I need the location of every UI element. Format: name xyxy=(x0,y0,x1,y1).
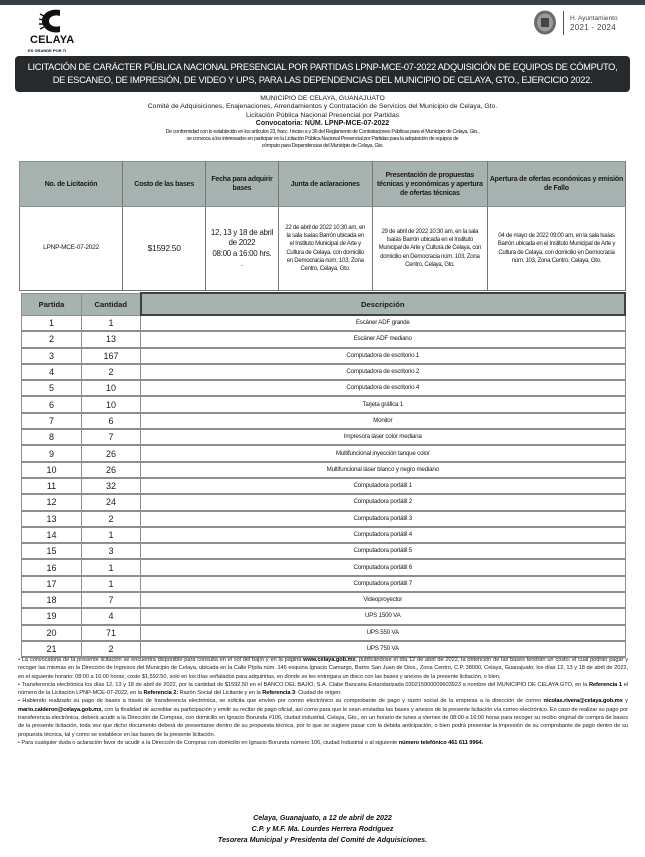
comite-heading: Comité de Adquisiciones, Enajenaciones, Arrendamientos y Contratación de Servicios del Municipio de Celaya, Gto. xyxy=(147,103,498,111)
cell-cantidad: 26 xyxy=(82,445,141,461)
cell-descripcion: Tarjeta gráfica 1 xyxy=(141,396,626,412)
items-body xyxy=(22,315,626,657)
cell-cantidad: 1 xyxy=(82,527,141,543)
note-2-text-d: : Ciudad de origen. xyxy=(295,690,342,697)
municipio-heading: MUNICIPIO DE CELAYA, GUANAJUATO xyxy=(260,95,385,102)
table-row xyxy=(22,527,626,543)
convocatoria-number: Convocatoria: NÚM. LPNP-MCE-07-2022 xyxy=(255,120,390,128)
cell-partida: 7 xyxy=(22,413,82,429)
table-row xyxy=(22,462,626,478)
cell-cantidad: 1 xyxy=(82,315,141,331)
cell-descripcion: Computadora portátil 6 xyxy=(141,559,626,575)
cell-descripcion: Computadora portátil 7 xyxy=(141,576,626,592)
cell-descripcion: Computadora de escritorio 1 xyxy=(141,348,626,364)
cell-presentacion: 29 de abril de 2022 10:30 am, en la sala Isaías Barrón ubicada en el Instituto Municipal de Arte y Cultura de Celaya, con domicilio en Democracia núm. 103, Zona Centro, Celaya, Gto. xyxy=(372,207,487,291)
table-row xyxy=(22,641,626,657)
items-table xyxy=(21,292,626,658)
cell-cantidad: 1 xyxy=(82,559,141,575)
note-2 xyxy=(18,681,628,698)
cell-descripcion: Videoproyector xyxy=(141,592,626,608)
cell-descripcion: Computadora portátil 3 xyxy=(141,511,626,527)
header-no-licitacion: No. de Licitación xyxy=(20,162,123,207)
note-2-text-c: Razón Social del Licitante y en la xyxy=(178,690,263,697)
celaya-c-icon xyxy=(38,8,68,34)
cell-cantidad: 7 xyxy=(82,429,141,445)
cell-fecha xyxy=(206,207,278,291)
cell-descripcion: Computadora portátil 1 xyxy=(141,478,626,494)
table-row xyxy=(22,543,626,559)
cell-descripcion: Escáner ADF grande xyxy=(141,315,626,331)
cell-cantidad: 3 xyxy=(82,543,141,559)
intro-block xyxy=(0,95,645,151)
cell-partida: 16 xyxy=(22,559,82,575)
cell-cantidad: 10 xyxy=(82,380,141,396)
cell-partida: 12 xyxy=(22,494,82,510)
cell-cantidad: 24 xyxy=(82,494,141,510)
fecha-line-3: 08:00 a 16:00 hrs. xyxy=(212,248,272,258)
cell-descripcion: Impresora láser color mediana xyxy=(141,429,626,445)
cell-junta: 22 de abril de 2022 10:30 am, en la sala Isaías Barrón ubicada en el Instituto Municipal de Arte y Cultura de Celaya, con domicilio en Democracia núm. 103, Zona Centro, Celaya, Gto. xyxy=(278,207,372,291)
intro-text-2: se convoca a los interesados en participar en la Licitación Pública Nacional Presencial por Partidas para la adquisición de equipos de xyxy=(186,136,459,143)
ayuntamiento-logo xyxy=(533,10,643,36)
phone-number: número telefónico 461 611 9964. xyxy=(398,739,484,746)
table-row xyxy=(22,380,626,396)
table-row xyxy=(22,511,626,527)
table-row xyxy=(22,413,626,429)
table-row xyxy=(22,478,626,494)
header-fecha: Fecha para adquirir bases xyxy=(206,162,278,207)
email-link-nicolas[interactable]: nicolas.rivera@celaya.gob.mx xyxy=(543,698,623,705)
table-row xyxy=(22,315,626,331)
cell-descripcion: UPS 750 VA xyxy=(141,641,626,657)
header-partida: Partida xyxy=(22,293,82,315)
cell-descripcion: UPS 1500 VA xyxy=(141,608,626,624)
table-row xyxy=(22,445,626,461)
referencia-1: Referencia 1 xyxy=(588,681,623,688)
header-costo: Costo de las bases xyxy=(123,162,206,207)
cell-descripcion: Computadora portátil 5 xyxy=(141,543,626,559)
note-1 xyxy=(18,656,628,681)
table-row xyxy=(22,396,626,412)
cell-apertura: 04 de mayo de 2022 09:00 am, en la sala Isaías Barrón ubicada en el Instituto Municipal de Arte y Cultura de Celaya, con domicilio en Democracia núm. 103, Zona Centro, Celaya, Gto. xyxy=(487,207,625,291)
cell-partida: 10 xyxy=(22,462,82,478)
cell-partida: 21 xyxy=(22,641,82,657)
cell-descripcion: Multifuncional láser blanco y negro mediano xyxy=(141,462,626,478)
cell-descripcion: Computadora de escritorio 4 xyxy=(141,380,626,396)
cell-partida: 15 xyxy=(22,543,82,559)
fecha-line-2: de 2022 xyxy=(228,238,256,247)
table-row xyxy=(22,592,626,608)
cell-descripcion: Multifuncional inyección tanque color xyxy=(141,445,626,461)
website-link[interactable]: www.celaya.gob.mx xyxy=(303,657,356,663)
cell-partida: 13 xyxy=(22,511,82,527)
note-2-text-b: el número de la Licitación LPNP-MCE-07-2022, en la xyxy=(18,681,628,697)
note-3-text-b: y xyxy=(622,698,628,705)
cell-partida: 18 xyxy=(22,592,82,608)
table-row xyxy=(22,559,626,575)
table-row xyxy=(22,331,626,347)
top-bar xyxy=(0,0,645,5)
cell-partida: 8 xyxy=(22,429,82,445)
note-1-text-b: , publicándose el día 12 de abril de 2022, la obtención de las bases tendrán un costo; el cual podrán pagar y recoger las mismas en la Dirección de Ingresos del Municipio de Celaya, ubicada en la Calle Pípila núm. 146 esquina Ignacio Camargo, Barrio San Juan de Dios,, Zona Centro, C.P. 38000, Celaya, Guanajuato; los días 12, 13 y 18 de abril de 2022, en el siguiente horario: 08:00 a 16:00 horas; costo $1,592.50, solo en los días señalados para adquirirlas, en donde se les entregara un disco con las bases y anexos de la presente licitación, o bien, xyxy=(18,657,628,680)
note-3-text-c: con la finalidad de acreditar su participación y emitir su recibo de pago oficial, así como para que le sean enviadas las bases y anexos de la presente licitación vía correo electrónico. En caso de realizar su pago por transferencia electrónica, deberá acudir a la Dirección de Compras, con domicilio en Ignacio Borunda #106, ciudad industrial, Celaya, Gto., en un horario de lunes a viernes de 08:00 a 16:00 horas para recoger su recibo original de compra de bases de la presente licitación, toda vez que dicho documento deberá de presentarse dentro de su propuesta técnica, por lo que se sugiere pasar con la debida anticipación, o bien podrá presentar la impresión de su comprobante de pago dentro de su propuesta técnica, tal y como se establece en las bases de la presente licitación. xyxy=(18,706,628,738)
cell-cantidad: 167 xyxy=(82,348,141,364)
signature-place-date: Celaya, Guanajuato, a 12 de abril de 2022 xyxy=(253,814,392,822)
table-row xyxy=(22,494,626,510)
header-descripcion: Descripción xyxy=(141,293,626,315)
cell-partida: 1 xyxy=(22,315,82,331)
signature-block xyxy=(0,813,645,846)
referencia-3: Referencia 3 xyxy=(262,690,296,697)
table-row xyxy=(22,576,626,592)
intro-text-3: cómputo para Dependencias del Municipio de Celaya, Gto. xyxy=(261,143,384,150)
cell-partida: 9 xyxy=(22,445,82,461)
fecha-line-4: . xyxy=(240,259,243,268)
logo-divider xyxy=(563,11,564,35)
header-presentacion: Presentación de propuestas técnicas y económicas y apertura de ofertas técnicas xyxy=(372,162,487,207)
note-2-text-a: • Transferencia electrónica los días 12, 13 y 18 de abril de 2022, por la cantidad de $1592.50 en el BANCO DEL BAJIO, S.A. Clabe Bancaria Estandarizada 030215900009603923 a nombre del MUNICIPIO DE CELAYA GTO, en la xyxy=(18,681,589,688)
schedule-table xyxy=(19,161,626,291)
cell-cantidad: 7 xyxy=(82,592,141,608)
ayuntamiento-years: 2021 - 2024 xyxy=(570,23,617,32)
items-header-row xyxy=(22,293,626,315)
cell-partida: 4 xyxy=(22,364,82,380)
note-1-text-a: • La convocatoria de la presente licitación se encuentra disponible para consulta en el sol del bajío y en la página xyxy=(18,657,304,663)
cell-partida: 17 xyxy=(22,576,82,592)
referencia-2: Referencia 2: xyxy=(143,690,179,697)
fecha-line-1: 12, 13 y 18 de abril xyxy=(210,227,273,237)
ayuntamiento-label: H. Ayuntamiento xyxy=(570,15,618,22)
cell-cantidad: 2 xyxy=(82,641,141,657)
email-link-mario[interactable]: mario.calderon@celaya.gob.mx, xyxy=(18,706,103,713)
celaya-logo xyxy=(28,8,84,52)
table-row xyxy=(22,625,626,641)
cell-cantidad: 4 xyxy=(82,608,141,624)
cell-cantidad: 6 xyxy=(82,413,141,429)
cell-descripcion: Monitor xyxy=(141,413,626,429)
cell-partida: 14 xyxy=(22,527,82,543)
cell-costo: $1592.50 xyxy=(123,207,206,291)
cell-cantidad: 2 xyxy=(82,364,141,380)
cell-partida: 19 xyxy=(22,608,82,624)
note-3 xyxy=(18,697,628,738)
cell-cantidad: 1 xyxy=(82,576,141,592)
cell-partida: 20 xyxy=(22,625,82,641)
licitacion-type: Licitación Pública Nacional Presencial por Partidas xyxy=(245,111,399,119)
cell-licitacion: LPNP-MCE-07-2022 xyxy=(20,207,123,291)
cell-partida: 3 xyxy=(22,348,82,364)
title-line-1: LICITACIÓN DE CARÁCTER PÚBLICA NACIONAL PRESENCIAL POR PARTIDAS LPNP-MCE-07-2022 ADQUISICIÓN DE EQUIPOS DE CÓMPUTO, xyxy=(27,62,618,72)
cell-partida: 2 xyxy=(22,331,82,347)
table-row xyxy=(22,348,626,364)
table-row xyxy=(22,429,626,445)
signature-name: C.P. y M.F. Ma. Lourdes Herrera Rodríguez xyxy=(251,825,394,833)
table-row xyxy=(22,364,626,380)
cell-partida: 5 xyxy=(22,380,82,396)
cell-cantidad: 71 xyxy=(82,625,141,641)
cell-descripcion: UPS 550 VA xyxy=(141,625,626,641)
cell-descripcion: Computadora de escritorio 2 xyxy=(141,364,626,380)
cell-descripcion: Computadora portátil 2 xyxy=(141,494,626,510)
intro-text-1: De conformidad con lo establecido en los artículos 23, fracc. I inciso a y 36 del Reglamento de Contrataciones Públicas para el Municipio de Celaya, Gto., xyxy=(165,128,480,135)
table-row xyxy=(22,608,626,624)
municipal-seal-icon xyxy=(533,10,557,35)
logo-tagline: ES GRANDE POR TI xyxy=(28,48,67,53)
cell-partida: 6 xyxy=(22,396,82,412)
logo-name: CELAYA xyxy=(30,34,75,46)
notes-block xyxy=(18,656,628,747)
schedule-row xyxy=(20,207,626,291)
note-4 xyxy=(18,739,628,747)
cell-cantidad: 32 xyxy=(82,478,141,494)
schedule-header-row xyxy=(20,162,626,207)
header-junta: Junta de aclaraciones xyxy=(278,162,372,207)
cell-descripcion: Escáner ADF mediano xyxy=(141,331,626,347)
cell-cantidad: 2 xyxy=(82,511,141,527)
note-4-text-a: • Para cualquier duda o aclaración favor de acudir a la Dirección de Compras con domicilio en Ignacio Borunda número 106, ciudad Industrial o al siguiente xyxy=(18,739,399,746)
header-apertura: Apertura de ofertas económicas y emisión de Fallo xyxy=(487,162,625,207)
signature-role: Tesorera Municipal y Presidenta del Comité de Adquisiciones. xyxy=(217,836,428,844)
header-cantidad: Cantidad xyxy=(82,293,141,315)
cell-cantidad: 26 xyxy=(82,462,141,478)
cell-partida: 11 xyxy=(22,478,82,494)
cell-cantidad: 10 xyxy=(82,396,141,412)
note-3-text-a: • Habiendo realizado su pago de bases a través de transferencia electrónica, se solicita que envíen por correo electrónico su comprobante de pago y razón social de la empresa a la dirección de correo xyxy=(18,698,544,705)
cell-cantidad: 13 xyxy=(82,331,141,347)
cell-descripcion: Computadora portátil 4 xyxy=(141,527,626,543)
title-line-2: DE ESCANEO, DE IMPRESIÓN, DE VIDEO Y UPS, PARA LAS DEPENDENCIAS DEL MUNICIPIO DE CELAYA, GTO., EJERCICIO 2022. xyxy=(52,75,593,85)
title-banner xyxy=(15,56,630,92)
